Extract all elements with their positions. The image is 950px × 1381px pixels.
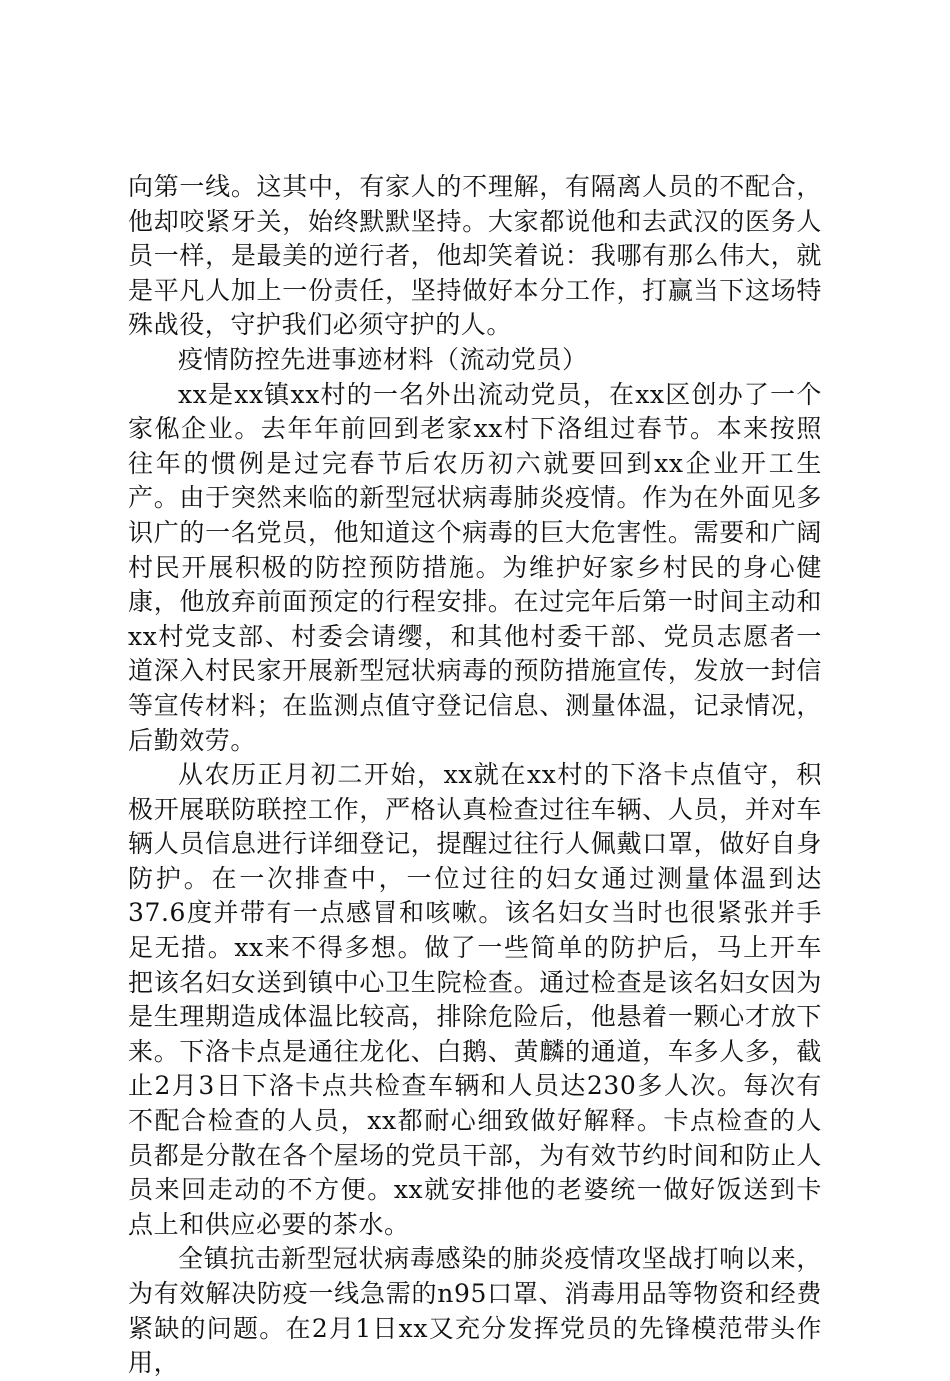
section-heading: 疫情防控先进事迹材料（流动党员）: [178, 344, 588, 374]
paragraph-intro: xx是xx镇xx村的一名外出流动党员，在xx区创办了一个家俬企业。去年年前回到老家xx村下洛组过春节。本来按照往年的惯例是过完春节后农历初六就要回到xx企业开工生产。由于突然来临的新型冠状病毒肺炎疫情。作为在外面见多识广的一名党员，他知道这个病毒的巨大危害性。需要和广阔村民开展积极的防控预防措施。为维护好家乡村民的身心健康，他放弃前面预定的行程安排。在过完年后第一时间主动和xx村党支部、村委会请缨，和其他村委干部、党员志愿者一道深入村民家开展新型冠状病毒的预防措施宣传，发放一封信等宣传材料；在监测点值守登记信息、测量体温，记录情况，后勤效劳。: [128, 379, 822, 755]
paragraph-checkpoint: 从农历正月初二开始，xx就在xx村的下洛卡点值守，积极开展联防联控工作，严格认真检查过往车辆、人员，并对车辆人员信息进行详细登记，提醒过往行人佩戴口罩，做好自身防护。在一次排查中，一位过往的妇女通过测量体温到达37.6度并带有一点感冒和咳嗽。该名妇女当时也很紧张并手足无措。xx来不得多想。做了一些简单的防护后，马上开车把该名妇女送到镇中心卫生院检查。通过检查是该名妇女因为是生理期造成体温比较高，排除危险后，他悬着一颗心才放下来。下洛卡点是通往龙化、白鹅、黄麟的通道，车多人多，截止2月3日下洛卡点共检查车辆和人员达230多人次。每次有不配合检查的人员，xx都耐心细致做好解释。卡点检查的人员都是分散在各个屋场的党员干部，为有效节约时间和防止人员来回走动的不方便。xx就安排他的老婆统一做好饭送到卡点上和供应必要的茶水。: [128, 760, 822, 1239]
paragraph-supplies: 全镇抗击新型冠状病毒感染的肺炎疫情攻坚战打响以来，为有效解决防疫一线急需的n95口罩、消毒用品等物资和经费紧缺的问题。在2月1日xx又充分发挥党员的先锋模范带头作用，: [128, 1244, 822, 1378]
paragraph-continuation: 向第一线。这其中，有家人的不理解，有隔离人员的不配合，他却咬紧牙关，始终默默坚持。大家都说他和去武汉的医务人员一样，是最美的逆行者，他却笑着说：我哪有那么伟大，就是平凡人加上一份责任，坚持做好本分工作，打赢当下这场特殊战役，守护我们必须守护的人。: [128, 172, 822, 340]
document-body: [128, 170, 822, 1381]
